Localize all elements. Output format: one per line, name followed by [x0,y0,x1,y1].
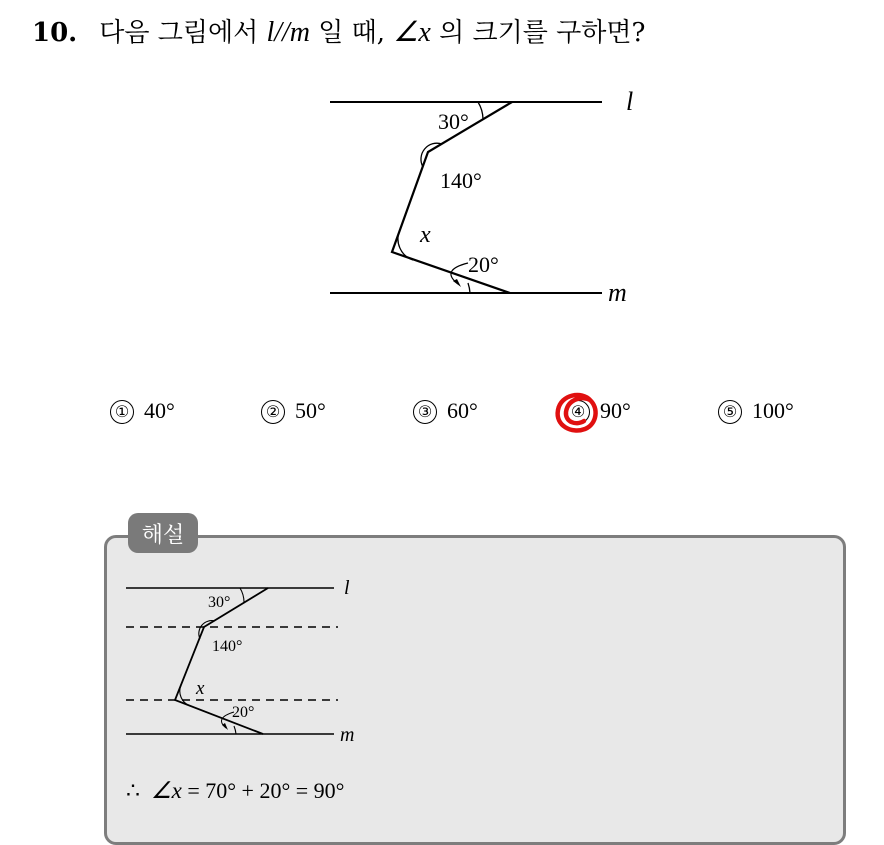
question-number: 10. [32,18,78,48]
sol-label-140: 140° [212,638,243,655]
angle-x-notation: ∠x [393,17,431,48]
choice-3[interactable] [413,398,478,424]
label-20: 20° [468,252,499,277]
answer-choices [110,398,830,434]
solution-equation [126,778,344,804]
solution-tag: 해설 [128,513,198,553]
choice-5-number: ⑤ [718,400,742,424]
sol-label-x: x [196,678,205,699]
question [32,12,645,49]
choice-1[interactable] [110,398,175,424]
therefore-symbol: ∴ [126,778,140,803]
label-l: l [626,87,634,116]
choice-4-value: 90° [600,398,631,423]
label-140: 140° [440,168,482,193]
sol-label-l: l [344,577,350,599]
parallel-notation: l//m [266,17,311,48]
choice-2-number: ② [261,400,285,424]
equation-rhs: = 70° + 20° = 90° [181,778,345,803]
label-30: 30° [438,109,469,134]
sol-label-m: m [340,724,355,746]
choice-5[interactable] [718,398,794,424]
choice-1-value: 40° [144,398,175,423]
question-figure [320,80,660,310]
answer-circle-mark [552,388,604,438]
choice-3-value: 60° [447,398,478,423]
sol-arc-30 [240,588,244,602]
label-m: m [608,278,627,307]
question-text: 다음 그림에서 l//m 일 때, ∠x 의 크기를 구하면? [99,17,646,48]
arc-20 [468,283,470,293]
arc-30 [478,102,483,119]
sol-arc-20 [234,726,236,734]
equation-lhs: ∠x [151,778,182,803]
choice-4-number: ④ [566,400,590,424]
choice-2[interactable] [261,398,326,424]
choice-1-number: ① [110,400,134,424]
choice-5-value: 100° [752,398,794,423]
label-x: x [420,222,431,248]
choice-2-value: 50° [295,398,326,423]
sol-label-20: 20° [232,704,255,721]
sol-label-30: 30° [208,594,231,611]
solution-figure [120,572,380,762]
choice-3-number: ③ [413,400,437,424]
